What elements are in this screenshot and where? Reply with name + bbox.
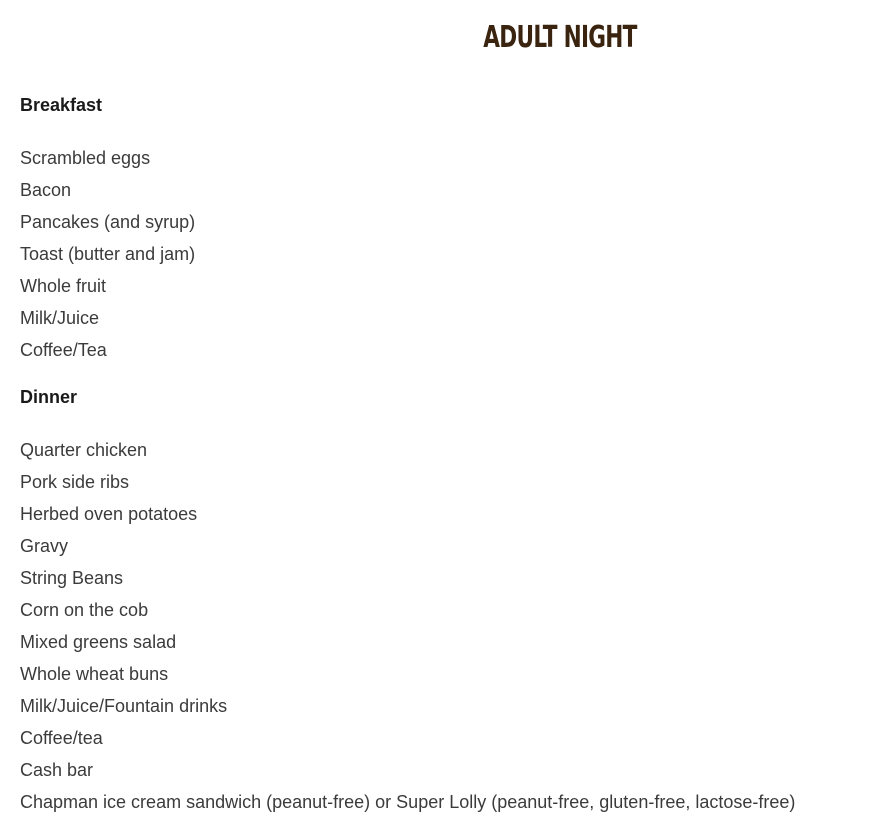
menu-content <box>20 92 860 818</box>
list-item: Milk/Juice <box>20 308 100 328</box>
dinner-list <box>20 434 860 818</box>
list-item: Milk/Juice/Fountain drinks <box>20 696 228 716</box>
list-item: Coffee/Tea <box>20 340 107 360</box>
dinner-heading: Dinner <box>20 387 78 407</box>
list-item: Toast (butter and jam) <box>20 244 196 264</box>
list-item: Gravy <box>20 536 69 556</box>
list-item: Quarter chicken <box>20 440 148 460</box>
list-item: Pancakes (and syrup) <box>20 212 196 232</box>
list-item: String Beans <box>20 568 124 588</box>
list-item: Herbed oven potatoes <box>20 504 198 524</box>
list-item: Pork side ribs <box>20 472 130 492</box>
list-item: Mixed greens salad <box>20 632 177 652</box>
list-item: Whole fruit <box>20 276 107 296</box>
list-item: Whole wheat buns <box>20 664 169 684</box>
list-item: Chapman ice cream sandwich (peanut-free) or Super Lolly (peanut-free, gluten-free, lactose-free) <box>20 792 796 812</box>
breakfast-list <box>20 142 860 366</box>
list-item: Scrambled eggs <box>20 148 151 168</box>
breakfast-heading: Breakfast <box>20 95 103 115</box>
list-item: Cash bar <box>20 760 94 780</box>
page-title: ADULT NIGHT <box>483 20 637 55</box>
list-item: Corn on the cob <box>20 600 149 620</box>
list-item: Coffee/tea <box>20 728 103 748</box>
list-item: Bacon <box>20 180 72 200</box>
